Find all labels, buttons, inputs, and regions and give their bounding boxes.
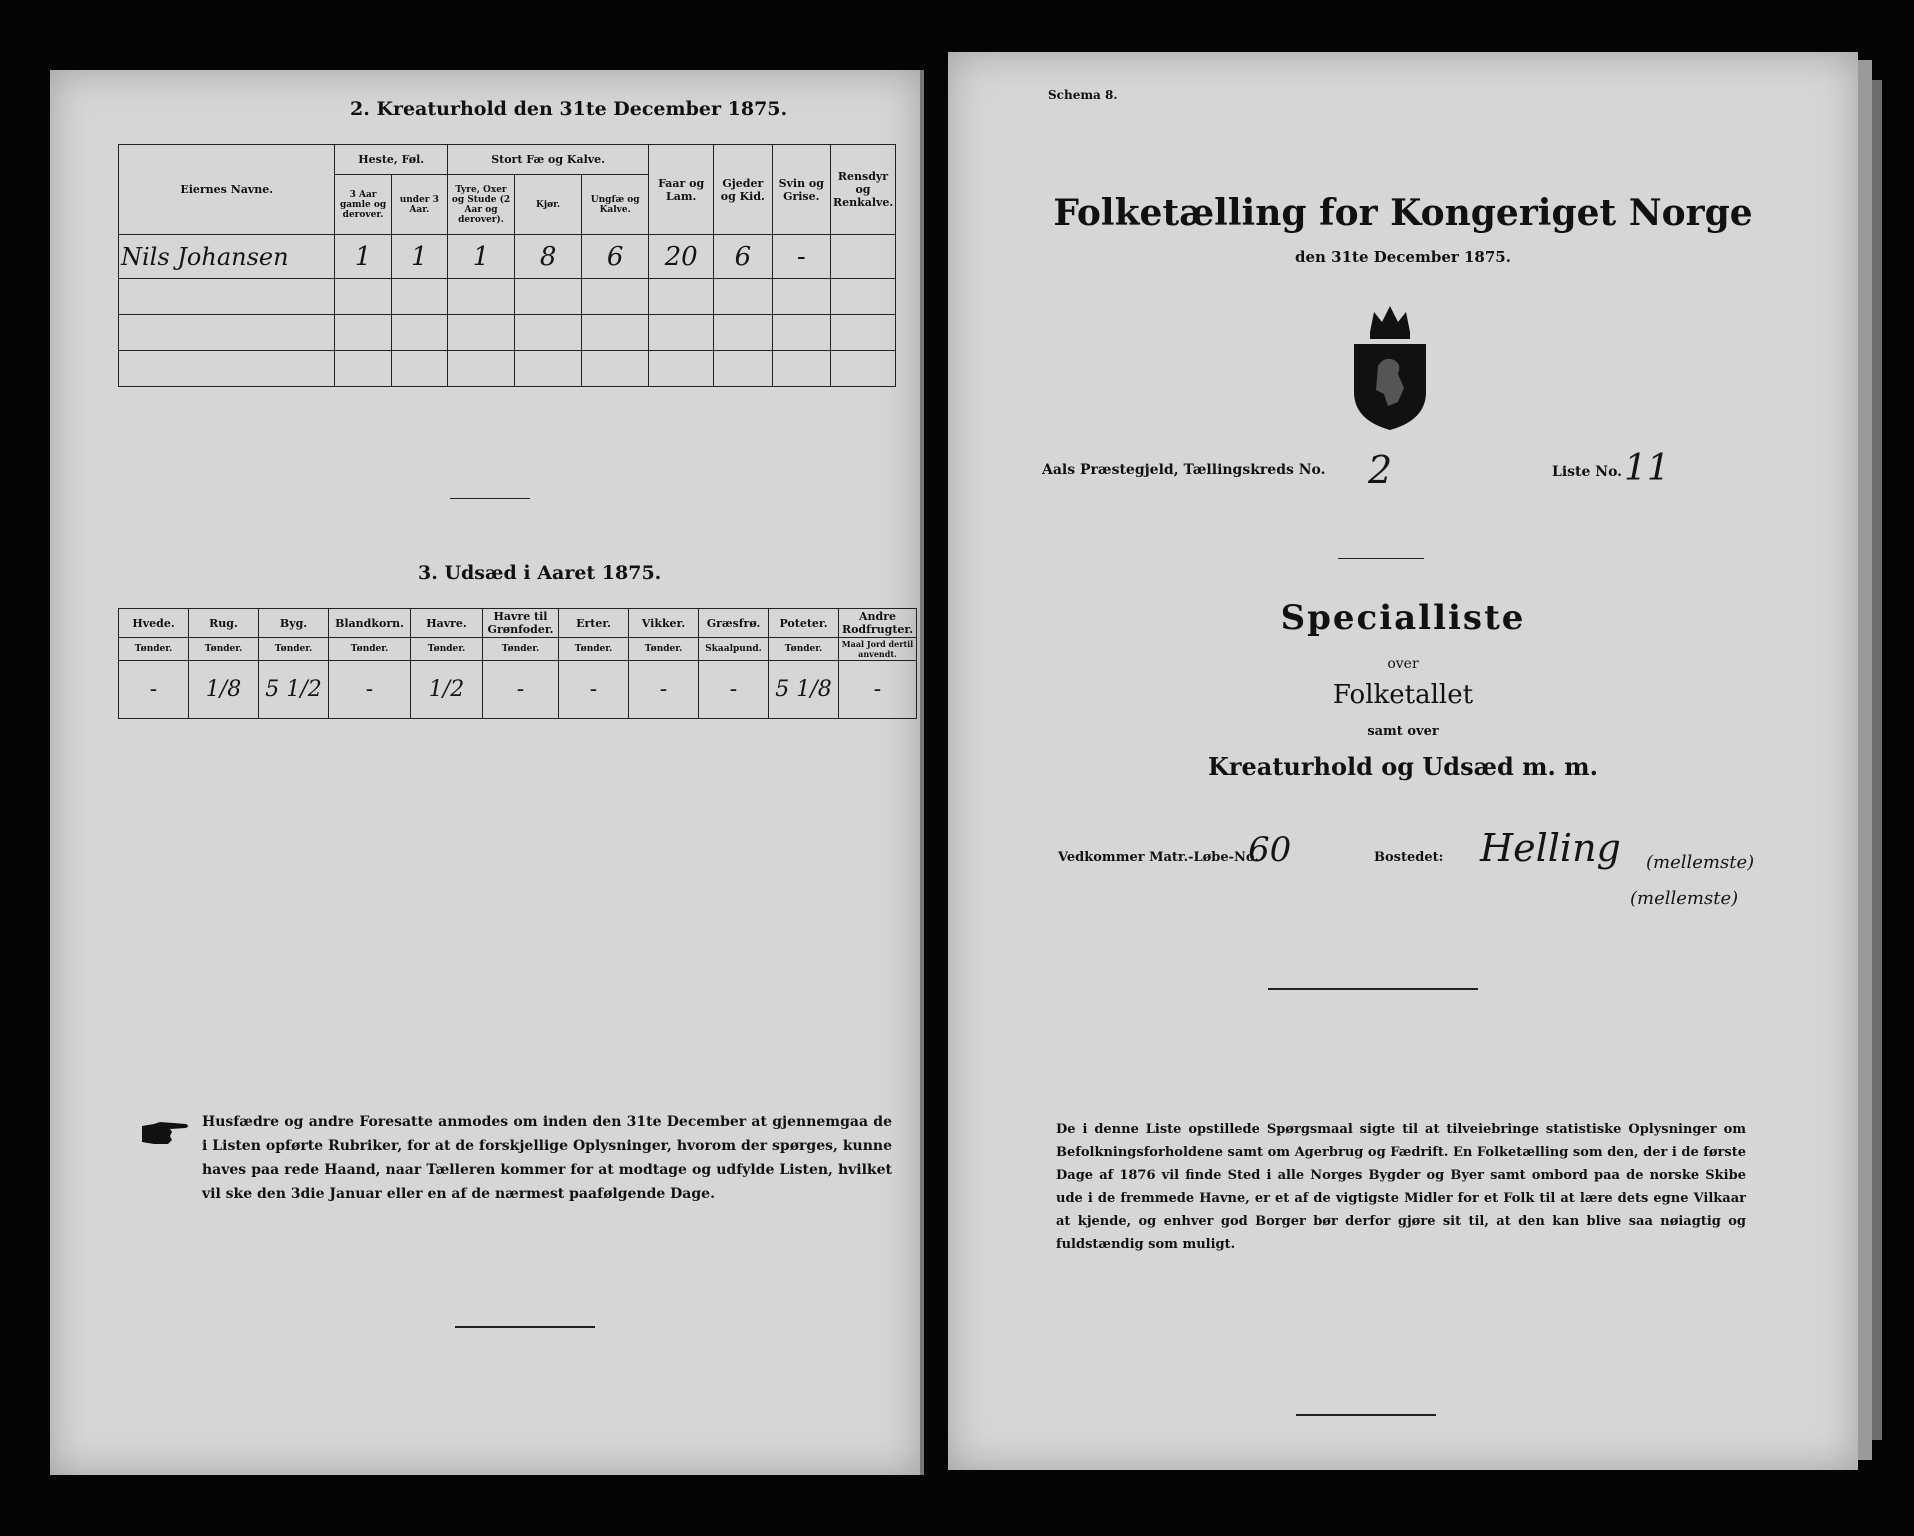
unit-label: Tønder.	[769, 638, 839, 661]
peas-header: Erter.	[559, 609, 629, 638]
table-cell	[714, 351, 772, 387]
table-row	[119, 235, 896, 279]
table-row	[119, 351, 896, 387]
table-cell	[830, 351, 895, 387]
bosted-note: (mellemste)	[1630, 888, 1739, 909]
table-cell	[391, 315, 447, 351]
table-cell: 1/8	[189, 661, 259, 719]
matr-number: 60	[1248, 830, 1292, 870]
table-cell	[649, 279, 714, 315]
green-fodder-oats-header: Havre til Grønfoder.	[483, 609, 559, 638]
table-cell: -	[329, 661, 411, 719]
unit-label: Tønder.	[411, 638, 483, 661]
population-heading: Folketallet	[1332, 680, 1474, 710]
table-cell	[447, 351, 514, 387]
unit-label: Tønder.	[119, 638, 189, 661]
section2-title: 2. Kreaturhold den 31te December 1875.	[350, 98, 788, 120]
table-row	[119, 661, 917, 719]
table-cell: 8	[515, 235, 582, 279]
bosted-name: Helling	[1480, 826, 1621, 870]
right-page-stack-edge-2	[1872, 80, 1882, 1440]
unit-label: Tønder.	[189, 638, 259, 661]
also-over-text: samt over	[1367, 724, 1439, 739]
barley-header: Byg.	[259, 609, 329, 638]
table-cell: 1	[447, 235, 514, 279]
reindeer-header: Rensdyr og Renkalve.	[830, 145, 895, 235]
wheat-header: Hvede.	[119, 609, 189, 638]
table-cell	[772, 279, 830, 315]
horses-under3-header: under 3 Aar.	[391, 175, 447, 235]
table-cell	[335, 279, 391, 315]
unit-label: Tønder.	[629, 638, 699, 661]
table-cell: -	[839, 661, 917, 719]
table-cell: 5 1/8	[769, 661, 839, 719]
table-cell: 5 1/2	[259, 661, 329, 719]
census-purpose-text: De i denne Liste opstillede Spørgsmaal sigte til at tilveiebringe statistiske Oplysninger om Befolkningsforholdene samt om Agerbrug og Fædrift. En Folketælling som den, der i de første Dage af 1876 vil finde Sted i alle Norges Bygder og Byer samt ombord paa de norske Skibe ude i de fremmede Havne, er et af de vigtigste Midler for et Folk til at lære dets egne Vilkaar at kjende, og enhver god Borger bør derfor gjøre sit til, at den kan blive saa nøiagtig og fuldstændig som muligt.	[1056, 1122, 1746, 1252]
district-line	[1042, 462, 1326, 478]
separator-rule	[1296, 1414, 1436, 1416]
census-title: Folketælling for Kongeriget Norge	[1053, 192, 1753, 234]
table-cell: 6	[714, 235, 772, 279]
table-cell: 1	[391, 235, 447, 279]
separator-rule	[450, 498, 530, 499]
instructions-notice: Husfædre og andre Foresatte anmodes om inden den 31te December at gjennemgaa de i Listen opførte Rubriker, for at de forskjellige Oplysninger, hvorom der spørges, kunne haves paa rede Haand, naar Tælleren kommer for at modtage og udfylde Listen, hvilket vil ske den 3die Januar eller en af de nærmest paafølgende Dage.	[202, 1114, 892, 1202]
table-cell: -	[119, 661, 189, 719]
oats-header: Havre.	[411, 609, 483, 638]
separator-rule	[1338, 558, 1424, 559]
section3-title: 3. Udsæd i Aaret 1875.	[418, 562, 662, 584]
table-cell	[714, 279, 772, 315]
table-cell: -	[559, 661, 629, 719]
table-row	[119, 279, 896, 315]
table-cell	[649, 315, 714, 351]
pointing-hand-icon	[140, 1118, 192, 1148]
parish-label: Præstegjeld, Tællingskreds No.	[1080, 462, 1326, 478]
table-cell	[582, 279, 649, 315]
rye-header: Rug.	[189, 609, 259, 638]
over-text: over	[1387, 656, 1419, 672]
right-page-stack-edge	[1858, 60, 1872, 1460]
table-cell	[649, 351, 714, 387]
matr-label: Vedkommer Matr.-Løbe-No.	[1058, 850, 1259, 865]
table-cell	[772, 315, 830, 351]
unit-label: Tønder.	[329, 638, 411, 661]
table-cell	[335, 315, 391, 351]
special-list-heading: Specialliste	[1280, 598, 1526, 638]
right-page	[948, 52, 1858, 1470]
table-cell	[772, 351, 830, 387]
table-cell	[515, 279, 582, 315]
left-page	[50, 70, 920, 1475]
table-cell	[447, 315, 514, 351]
vetch-header: Vikker.	[629, 609, 699, 638]
owner-header: Eiernes Navne.	[119, 145, 335, 235]
unit-label: Tønder.	[259, 638, 329, 661]
horses-3plus-header: 3 Aar gamle og derover.	[335, 175, 391, 235]
coat-of-arms-icon	[1344, 302, 1436, 432]
livestock-table	[118, 144, 896, 387]
young-cattle-header: Ungfæ og Kalve.	[582, 175, 649, 235]
livestock-seed-heading: Kreaturhold og Udsæd m. m.	[1208, 752, 1598, 781]
table-cell: 6	[582, 235, 649, 279]
separator-rule	[1268, 988, 1478, 990]
grass-seed-header: Græsfrø.	[699, 609, 769, 638]
table-cell: -	[772, 235, 830, 279]
table-cell: -	[483, 661, 559, 719]
table-cell	[119, 351, 335, 387]
district-number: 2	[1368, 448, 1393, 492]
table-cell	[515, 351, 582, 387]
table-cell: 1	[335, 235, 391, 279]
unit-label: Tønder.	[559, 638, 629, 661]
unit-label: Tønder.	[483, 638, 559, 661]
bosted-note: (mellemste)	[1646, 852, 1755, 873]
table-cell	[714, 315, 772, 351]
cattle-header: Stort Fæ og Kalve.	[447, 145, 648, 175]
table-cell	[447, 279, 514, 315]
mixed-grain-header: Blandkorn.	[329, 609, 411, 638]
owner-cell: Nils Johansen	[119, 235, 335, 279]
seed-table	[118, 608, 917, 719]
horses-header: Heste, Føl.	[335, 145, 448, 175]
table-cell	[335, 351, 391, 387]
bosted-label: Bostedet:	[1374, 850, 1444, 865]
table-cell	[119, 315, 335, 351]
table-cell	[830, 279, 895, 315]
oxen-header: Tyre, Oxer og Stude (2 Aar og derover).	[447, 175, 514, 235]
table-cell: 20	[649, 235, 714, 279]
unit-label: Skaalpund.	[699, 638, 769, 661]
table-cell	[515, 315, 582, 351]
table-cell	[830, 235, 895, 279]
table-cell: -	[629, 661, 699, 719]
district-prefix: Aals	[1042, 462, 1076, 478]
table-row	[119, 315, 896, 351]
table-cell	[391, 351, 447, 387]
table-cell	[830, 315, 895, 351]
sheep-header: Faar og Lam.	[649, 145, 714, 235]
list-label: Liste No.	[1552, 464, 1623, 480]
table-cell	[582, 315, 649, 351]
pigs-header: Svin og Grise.	[772, 145, 830, 235]
list-number: 11	[1624, 448, 1670, 489]
table-cell: -	[699, 661, 769, 719]
other-roots-header: Andre Rodfrugter.	[839, 609, 917, 638]
table-cell	[391, 279, 447, 315]
census-date: den 31te December 1875.	[1295, 248, 1511, 266]
schema-number: Schema 8.	[1048, 88, 1118, 102]
potatoes-header: Poteter.	[769, 609, 839, 638]
table-cell	[119, 279, 335, 315]
table-cell	[582, 351, 649, 387]
table-cell: 1/2	[411, 661, 483, 719]
goats-header: Gjeder og Kid.	[714, 145, 772, 235]
cows-header: Kjør.	[515, 175, 582, 235]
unit-label: Maal Jord dertil anvendt.	[839, 638, 917, 661]
separator-rule	[455, 1326, 595, 1328]
